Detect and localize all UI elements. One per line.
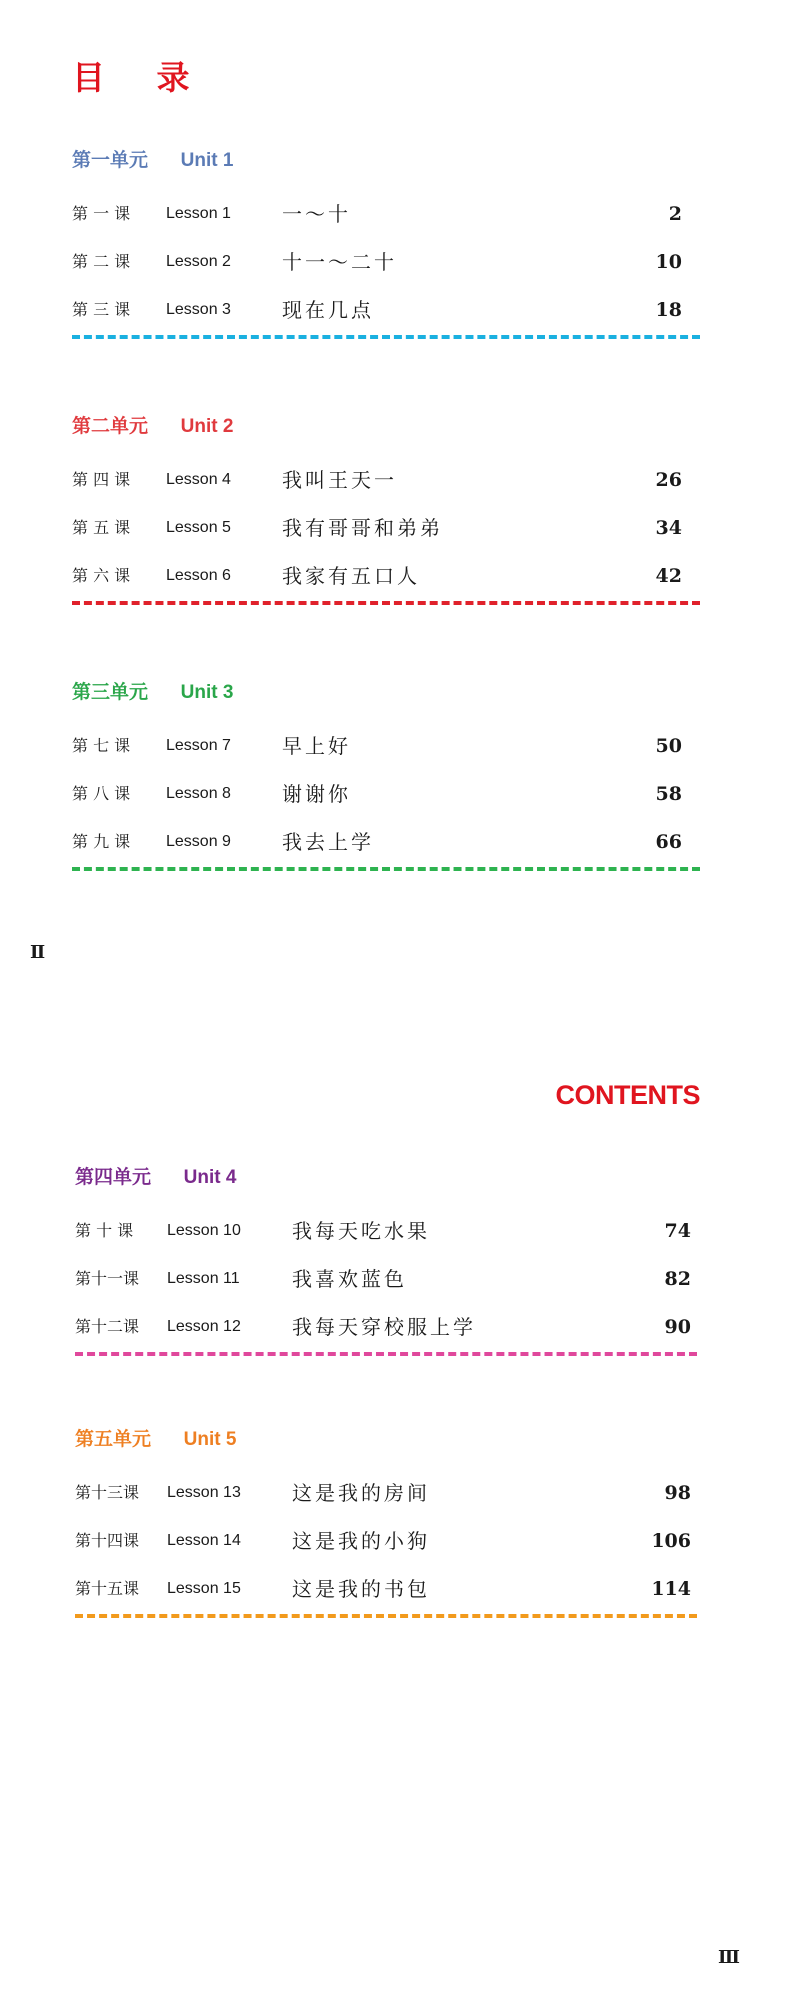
toc-page-2 [0, 1000, 790, 2000]
lesson-page-number: 18 [655, 299, 682, 321]
lesson-row[interactable] [72, 247, 712, 295]
lesson-title: 早上好 [282, 734, 351, 758]
lesson-number-cn: 第 十 课 [75, 1221, 134, 1240]
lesson-title: 我每天穿校服上学 [292, 1315, 476, 1339]
lesson-row[interactable] [72, 561, 712, 609]
page-number-roman: Ⅲ [718, 1947, 740, 1968]
lesson-row[interactable] [72, 465, 712, 513]
lesson-number-en: Lesson 11 [167, 1270, 240, 1287]
unit-label-cn: 第二单元 [72, 415, 149, 437]
lesson-page-number: 2 [668, 203, 682, 225]
lesson-row[interactable] [72, 779, 712, 827]
lesson-number-cn: 第十五课 [75, 1579, 140, 1598]
lesson-number-en: Lesson 12 [167, 1318, 241, 1335]
lesson-number-cn: 第 一 课 [72, 204, 131, 223]
lesson-title: 谢谢你 [282, 782, 351, 806]
lesson-title: 我有哥哥和弟弟 [282, 516, 443, 540]
lesson-number-en: Lesson 8 [166, 785, 231, 802]
lesson-page-number: 66 [655, 831, 682, 853]
lesson-title: 一～十 [282, 202, 351, 226]
unit-header [72, 145, 712, 175]
lesson-row[interactable] [72, 513, 712, 561]
lesson-number-cn: 第十二课 [75, 1317, 140, 1336]
unit-section-1 [72, 145, 712, 339]
lesson-list [72, 199, 712, 343]
lesson-page-number: 50 [655, 735, 682, 757]
unit-section-3 [72, 677, 712, 871]
lesson-page-number: 26 [655, 469, 682, 491]
lesson-page-number: 34 [655, 517, 682, 539]
lesson-list [75, 1478, 715, 1622]
lesson-title: 现在几点 [282, 298, 374, 322]
lesson-row[interactable] [75, 1478, 715, 1526]
lesson-number-cn: 第十四课 [75, 1531, 140, 1550]
unit-label-cn: 第五单元 [75, 1428, 152, 1450]
unit-label-cn: 第三单元 [72, 681, 149, 703]
unit-header [75, 1162, 715, 1192]
unit-section-4 [75, 1162, 715, 1356]
unit-label-en: Unit 1 [180, 150, 234, 171]
lesson-number-en: Lesson 10 [167, 1222, 241, 1239]
lesson-page-number: 58 [655, 783, 682, 805]
lesson-number-cn: 第十三课 [75, 1483, 140, 1502]
lesson-number-en: Lesson 4 [166, 471, 231, 488]
lesson-number-en: Lesson 14 [167, 1532, 241, 1549]
lesson-page-number: 10 [655, 251, 682, 273]
lesson-title: 我喜欢蓝色 [292, 1267, 407, 1291]
unit-section-5 [75, 1424, 715, 1618]
lesson-list [72, 731, 712, 875]
lesson-title: 我去上学 [282, 830, 374, 854]
unit-header [72, 411, 712, 441]
lesson-page-number: 74 [664, 1220, 691, 1242]
lesson-row[interactable] [72, 199, 712, 247]
lesson-number-en: Lesson 5 [166, 519, 231, 536]
lesson-number-en: Lesson 15 [167, 1580, 241, 1597]
toc-title: 目 录 [72, 58, 210, 97]
lesson-title: 十一～二十 [282, 250, 397, 274]
lesson-page-number: 114 [651, 1578, 691, 1600]
lesson-number-cn: 第 八 课 [72, 784, 131, 803]
lesson-page-number: 90 [664, 1316, 691, 1338]
lesson-row[interactable] [75, 1526, 715, 1574]
lesson-row[interactable] [75, 1574, 715, 1622]
lesson-list [72, 465, 712, 609]
unit-label-en: Unit 2 [180, 416, 234, 437]
unit-label-cn: 第一单元 [72, 149, 149, 171]
lesson-title: 这是我的房间 [292, 1481, 430, 1505]
unit-label-en: Unit 3 [180, 682, 234, 703]
unit-label-cn: 第四单元 [75, 1166, 152, 1188]
lesson-page-number: 106 [651, 1530, 691, 1552]
lesson-title: 这是我的书包 [292, 1577, 430, 1601]
unit-header [75, 1424, 715, 1454]
lesson-row[interactable] [72, 295, 712, 343]
lesson-row[interactable] [75, 1312, 715, 1360]
lesson-row[interactable] [75, 1264, 715, 1312]
page-number-roman: Ⅱ [30, 942, 46, 963]
lesson-list [75, 1216, 715, 1360]
lesson-number-cn: 第 九 课 [72, 832, 131, 851]
lesson-row[interactable] [72, 731, 712, 779]
lesson-number-cn: 第 六 课 [72, 566, 131, 585]
lesson-number-en: Lesson 1 [166, 205, 231, 222]
lesson-number-cn: 第十一课 [75, 1269, 140, 1288]
lesson-title: 这是我的小狗 [292, 1529, 430, 1553]
lesson-title: 我每天吃水果 [292, 1219, 430, 1243]
lesson-number-en: Lesson 2 [166, 253, 231, 270]
lesson-page-number: 42 [655, 565, 682, 587]
lesson-number-cn: 第 四 课 [72, 470, 131, 489]
lesson-number-cn: 第 七 课 [72, 736, 131, 755]
lesson-number-en: Lesson 3 [166, 301, 231, 318]
unit-label-en: Unit 5 [183, 1429, 237, 1450]
lesson-row[interactable] [75, 1216, 715, 1264]
lesson-number-cn: 第 五 课 [72, 518, 131, 537]
lesson-row[interactable] [72, 827, 712, 875]
lesson-title: 我叫王天一 [282, 468, 397, 492]
lesson-title: 我家有五口人 [282, 564, 420, 588]
unit-label-en: Unit 4 [183, 1167, 237, 1188]
lesson-number-cn: 第 二 课 [72, 252, 131, 271]
lesson-number-en: Lesson 6 [166, 567, 231, 584]
lesson-number-cn: 第 三 课 [72, 300, 131, 319]
contents-title: CONTENTS [555, 1080, 700, 1110]
lesson-page-number: 98 [664, 1482, 691, 1504]
lesson-page-number: 82 [664, 1268, 691, 1290]
lesson-number-en: Lesson 9 [166, 833, 231, 850]
lesson-number-en: Lesson 13 [167, 1484, 241, 1501]
unit-header [72, 677, 712, 707]
unit-section-2 [72, 411, 712, 605]
lesson-number-en: Lesson 7 [166, 737, 231, 754]
